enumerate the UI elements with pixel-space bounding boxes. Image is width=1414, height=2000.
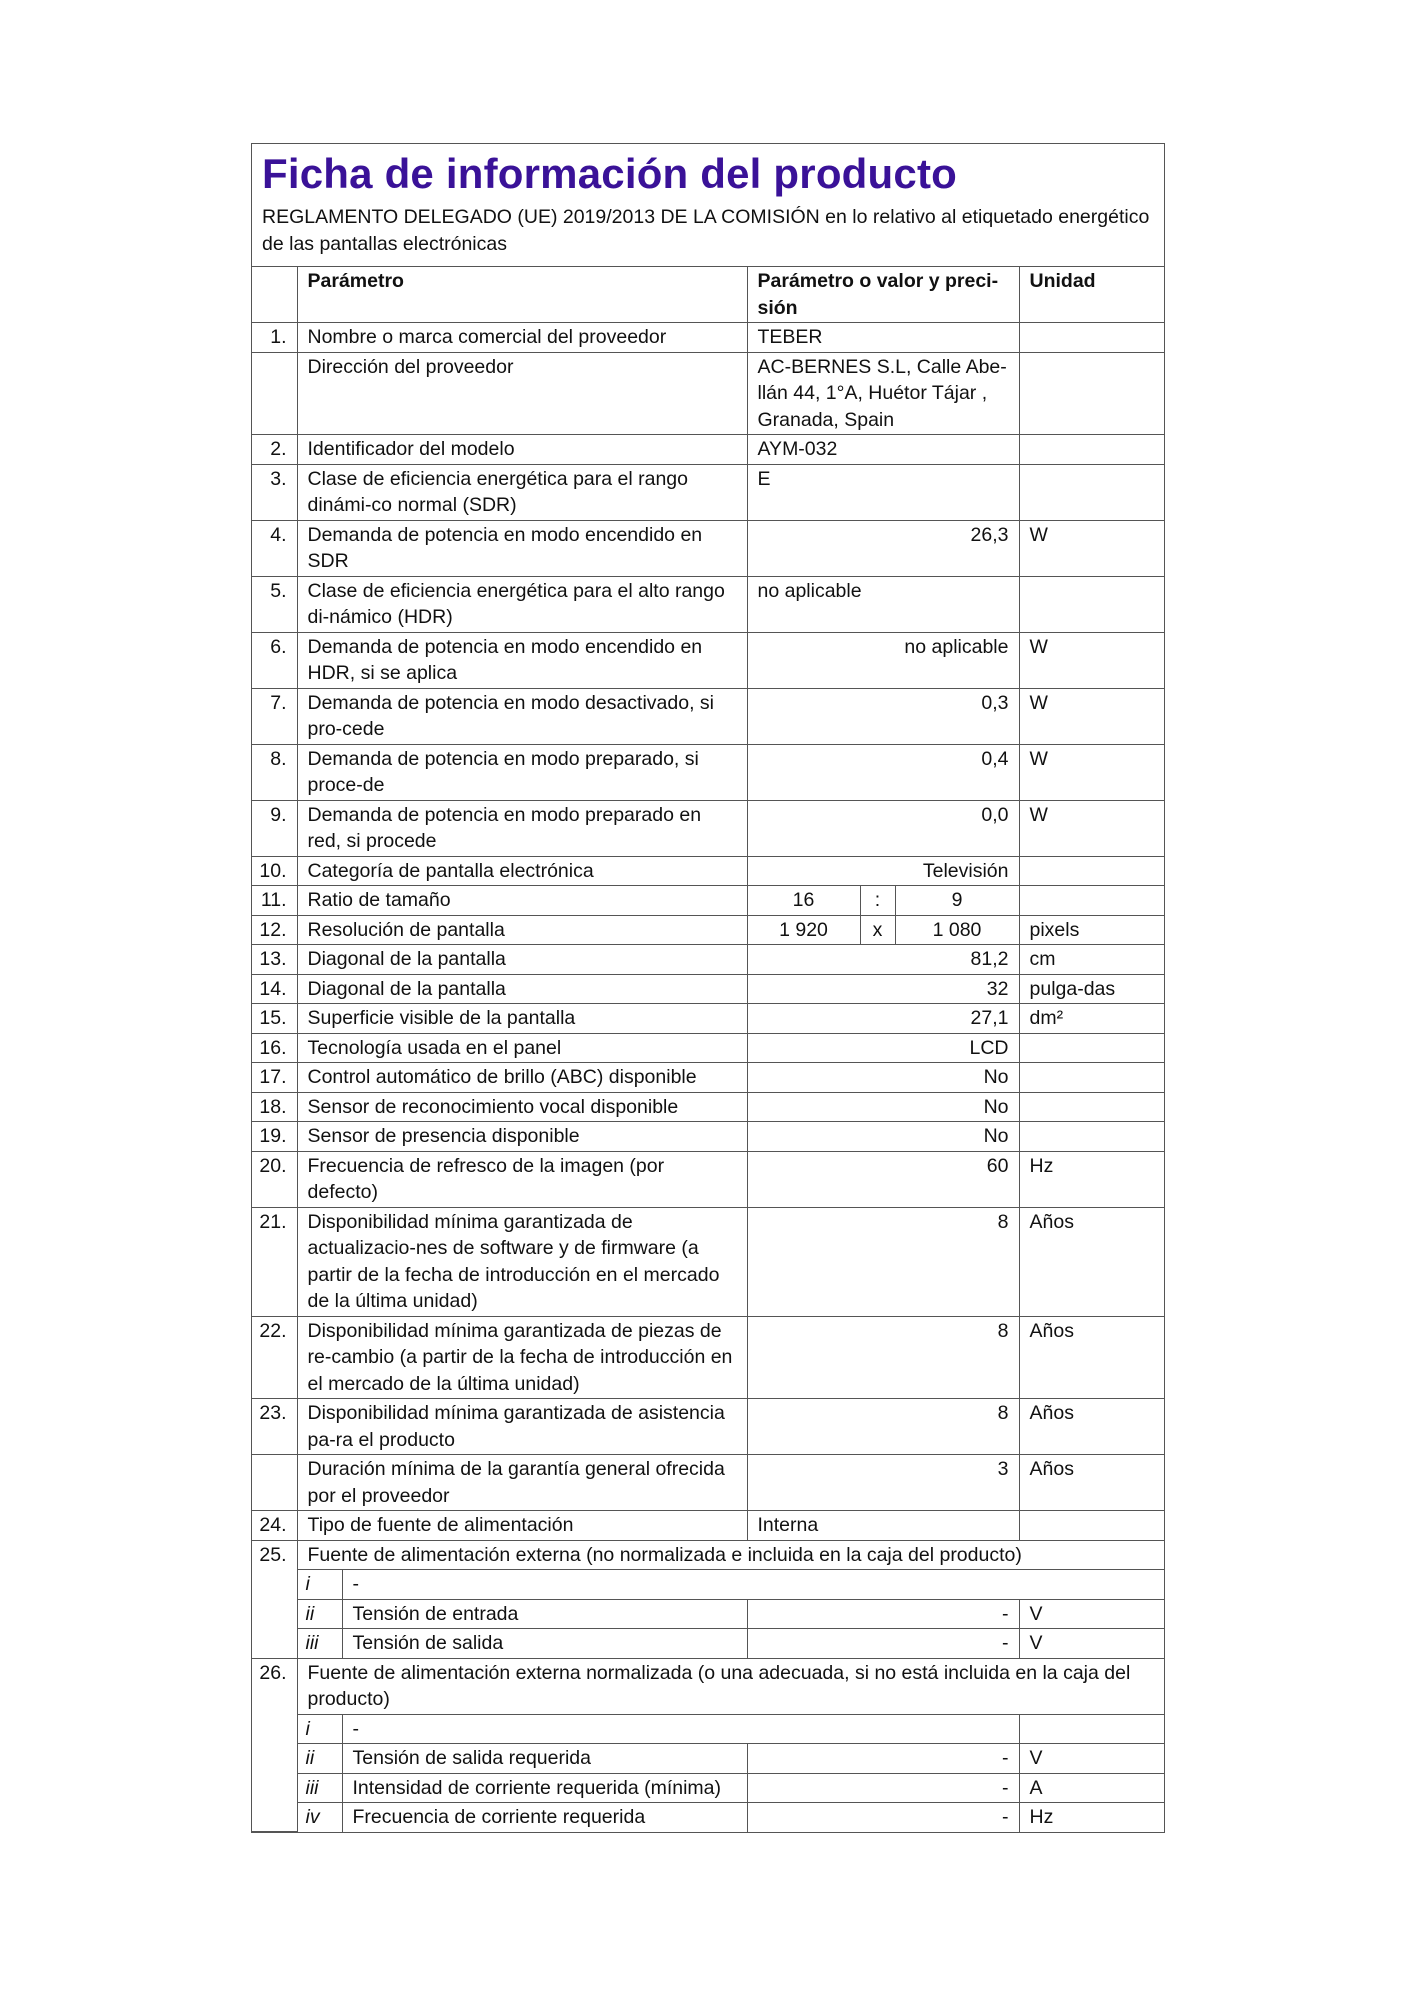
row-unit: pixels [1019,915,1164,945]
header-value: Parámetro o valor y preci-sión [747,267,1019,323]
regulation-subtitle: REGLAMENTO DELEGADO (UE) 2019/2013 DE LA COMISIÓN en lo relativo al etiquetado energético de las pantallas electrónicas [262,206,1150,255]
product-info-sheet [251,143,1165,1833]
row-unit: Años [1019,1207,1164,1316]
row-parameter: Superficie visible de la pantalla [297,1004,747,1034]
row-number: 1. [252,323,297,353]
row-number: 4. [252,520,297,576]
row-value: AYM-032 [747,435,1019,465]
row-value: Televisión [747,856,1019,886]
row-value-first: 1 920 [747,915,860,945]
row-value: 32 [747,974,1019,1004]
row-number: 20. [252,1151,297,1207]
row-parameter: Identificador del modelo [297,435,747,465]
row-value: no aplicable [747,632,1019,688]
table-row [252,1540,1164,1570]
row-number: 2. [252,435,297,465]
sub-row-unit: V [1019,1744,1164,1774]
row-number: 6. [252,632,297,688]
row-parameter: Disponibilidad mínima garantizada de piezas de re-cambio (a partir de la fecha de introducción en el mercado de la última unidad) [297,1316,747,1399]
row-parameter: Nombre o marca comercial del proveedor [297,323,747,353]
row-value-separator: x [860,915,895,945]
row-number: 17. [252,1063,297,1093]
table-row [252,1511,1164,1541]
sub-row-label: i [297,1570,342,1600]
row-parameter: Sensor de presencia disponible [297,1122,747,1152]
header-parameter: Parámetro [297,267,747,323]
row-number: 18. [252,1092,297,1122]
row-value: LCD [747,1033,1019,1063]
table-row [252,520,1164,576]
row-unit: Años [1019,1316,1164,1399]
row-unit [1019,856,1164,886]
row-parameter: Demanda de potencia en modo desactivado, si pro-cede [297,688,747,744]
row-unit [1019,1511,1164,1541]
row-parameter: Tecnología usada en el panel [297,1033,747,1063]
table-sub-row [252,1803,1164,1832]
row-value: no aplicable [747,576,1019,632]
row-value: 3 [747,1455,1019,1511]
sub-row-label: ii [297,1744,342,1774]
row-value: 0,4 [747,744,1019,800]
row-value: No [747,1122,1019,1152]
row-unit: W [1019,632,1164,688]
row-parameter: Clase de eficiencia energética para el alto rango di-námico (HDR) [297,576,747,632]
table-sub-row [252,1599,1164,1629]
sub-row-value: - [747,1629,1019,1659]
row-parameter: Disponibilidad mínima garantizada de actualizacio-nes de software y de firmware (a partir de la fecha de introducción en el mercado de la última unidad) [297,1207,747,1316]
row-value: 27,1 [747,1004,1019,1034]
row-value: AC-BERNES S.L, Calle Abe-llán 44, 1°A, Huétor Tájar , Granada, Spain [747,352,1019,435]
row-unit: W [1019,800,1164,856]
row-number: 14. [252,974,297,1004]
row-parameter: Clase de eficiencia energética para el rango dinámi-co normal (SDR) [297,464,747,520]
row-parameter: Fuente de alimentación externa normalizada (o una adecuada, si no está incluida en la caja del producto) [297,1658,1164,1714]
table-row [252,1092,1164,1122]
row-unit: cm [1019,945,1164,975]
sub-row-unit: A [1019,1773,1164,1803]
row-parameter: Control automático de brillo (ABC) disponible [297,1063,747,1093]
table-row [252,1455,1164,1511]
row-value: 0,3 [747,688,1019,744]
row-number: 3. [252,464,297,520]
sub-row-unit: V [1019,1629,1164,1659]
row-unit [1019,1122,1164,1152]
row-number: 13. [252,945,297,975]
table-row [252,915,1164,945]
table-sub-row [252,1744,1164,1774]
row-value: 8 [747,1399,1019,1455]
row-value: No [747,1092,1019,1122]
row-unit: Años [1019,1455,1164,1511]
row-unit: W [1019,520,1164,576]
row-value: 8 [747,1207,1019,1316]
product-info-table [252,266,1164,1832]
row-value: 81,2 [747,945,1019,975]
sub-row-unit: Hz [1019,1803,1164,1832]
table-row [252,1399,1164,1455]
table-row [252,688,1164,744]
table-sub-row [252,1570,1164,1600]
row-unit [1019,352,1164,435]
row-value: 8 [747,1316,1019,1399]
table-header-row [252,267,1164,323]
row-number: 7. [252,688,297,744]
row-parameter: Duración mínima de la garantía general ofrecida por el proveedor [297,1455,747,1511]
sub-row-label: i [297,1714,342,1744]
table-sub-row [252,1714,1164,1744]
row-number: 16. [252,1033,297,1063]
row-unit [1019,464,1164,520]
row-parameter: Dirección del proveedor [297,352,747,435]
row-value-second: 9 [895,886,1019,916]
table-row [252,945,1164,975]
table-sub-row [252,1629,1164,1659]
row-value: No [747,1063,1019,1093]
row-value: TEBER [747,323,1019,353]
row-number: 23. [252,1399,297,1455]
row-value: 60 [747,1151,1019,1207]
row-parameter: Fuente de alimentación externa (no normalizada e incluida en la caja del producto) [297,1540,1164,1570]
table-row [252,1207,1164,1316]
row-parameter: Diagonal de la pantalla [297,945,747,975]
row-unit [1019,1063,1164,1093]
row-unit [1019,1033,1164,1063]
row-parameter: Diagonal de la pantalla [297,974,747,1004]
row-value: 0,0 [747,800,1019,856]
row-number: 25. [252,1540,297,1658]
sub-row-parameter: Tensión de salida [342,1629,747,1659]
table-row [252,576,1164,632]
row-unit [1019,323,1164,353]
sub-row-value: - [747,1599,1019,1629]
table-row [252,974,1164,1004]
row-parameter: Demanda de potencia en modo preparado en red, si procede [297,800,747,856]
row-parameter: Demanda de potencia en modo encendido en HDR, si se aplica [297,632,747,688]
table-row [252,744,1164,800]
row-number [252,1455,297,1511]
sub-row-label: iii [297,1773,342,1803]
row-value-separator: : [860,886,895,916]
row-number: 5. [252,576,297,632]
row-parameter: Disponibilidad mínima garantizada de asistencia pa-ra el producto [297,1399,747,1455]
table-row [252,352,1164,435]
row-unit [1019,1092,1164,1122]
sub-row-value: - [747,1773,1019,1803]
sub-row-parameter: Intensidad de corriente requerida (mínima) [342,1773,747,1803]
row-unit: W [1019,688,1164,744]
row-unit: pulga-das [1019,974,1164,1004]
row-number: 12. [252,915,297,945]
row-unit: Años [1019,1399,1164,1455]
row-unit: Hz [1019,1151,1164,1207]
row-number: 10. [252,856,297,886]
table-row [252,1004,1164,1034]
row-parameter: Demanda de potencia en modo preparado, si proce-de [297,744,747,800]
table-row [252,632,1164,688]
table-sub-row [252,1773,1164,1803]
row-number: 19. [252,1122,297,1152]
row-number: 11. [252,886,297,916]
row-parameter: Categoría de pantalla electrónica [297,856,747,886]
row-number: 15. [252,1004,297,1034]
table-row [252,856,1164,886]
row-number: 26. [252,1658,297,1832]
sub-row-parameter: - [342,1570,1164,1600]
table-row [252,800,1164,856]
table-row [252,1063,1164,1093]
header-unit: Unidad [1019,267,1164,323]
row-number: 8. [252,744,297,800]
table-row [252,1033,1164,1063]
row-unit [1019,576,1164,632]
sub-row-parameter: Tensión de entrada [342,1599,747,1629]
row-unit [1019,886,1164,916]
row-parameter: Ratio de tamaño [297,886,747,916]
row-parameter: Resolución de pantalla [297,915,747,945]
table-row [252,1122,1164,1152]
table-row [252,886,1164,916]
row-number: 24. [252,1511,297,1541]
table-row [252,323,1164,353]
row-number: 9. [252,800,297,856]
sub-row-value: - [747,1744,1019,1774]
page-title: Ficha de información del producto [262,150,957,197]
row-unit: W [1019,744,1164,800]
row-value: Interna [747,1511,1019,1541]
row-parameter: Tipo de fuente de alimentación [297,1511,747,1541]
row-unit [1019,435,1164,465]
sub-row-parameter: Frecuencia de corriente requerida [342,1803,747,1832]
row-number [252,352,297,435]
row-number: 22. [252,1316,297,1399]
sub-row-label: iv [297,1803,342,1832]
sub-row-label: ii [297,1599,342,1629]
table-row [252,464,1164,520]
row-number: 21. [252,1207,297,1316]
row-unit: dm² [1019,1004,1164,1034]
table-row [252,1658,1164,1714]
table-row [252,435,1164,465]
row-parameter: Frecuencia de refresco de la imagen (por defecto) [297,1151,747,1207]
row-parameter: Demanda de potencia en modo encendido en SDR [297,520,747,576]
sub-row-label: iii [297,1629,342,1659]
row-parameter: Sensor de reconocimiento vocal disponible [297,1092,747,1122]
row-value-first: 16 [747,886,860,916]
table-row [252,1316,1164,1399]
sub-row-unit: V [1019,1599,1164,1629]
row-value: 26,3 [747,520,1019,576]
sub-row-parameter: - [342,1714,1019,1744]
row-value-second: 1 080 [895,915,1019,945]
sub-row-parameter: Tensión de salida requerida [342,1744,747,1774]
sub-row-value: - [747,1803,1019,1832]
table-row [252,1151,1164,1207]
row-value: E [747,464,1019,520]
